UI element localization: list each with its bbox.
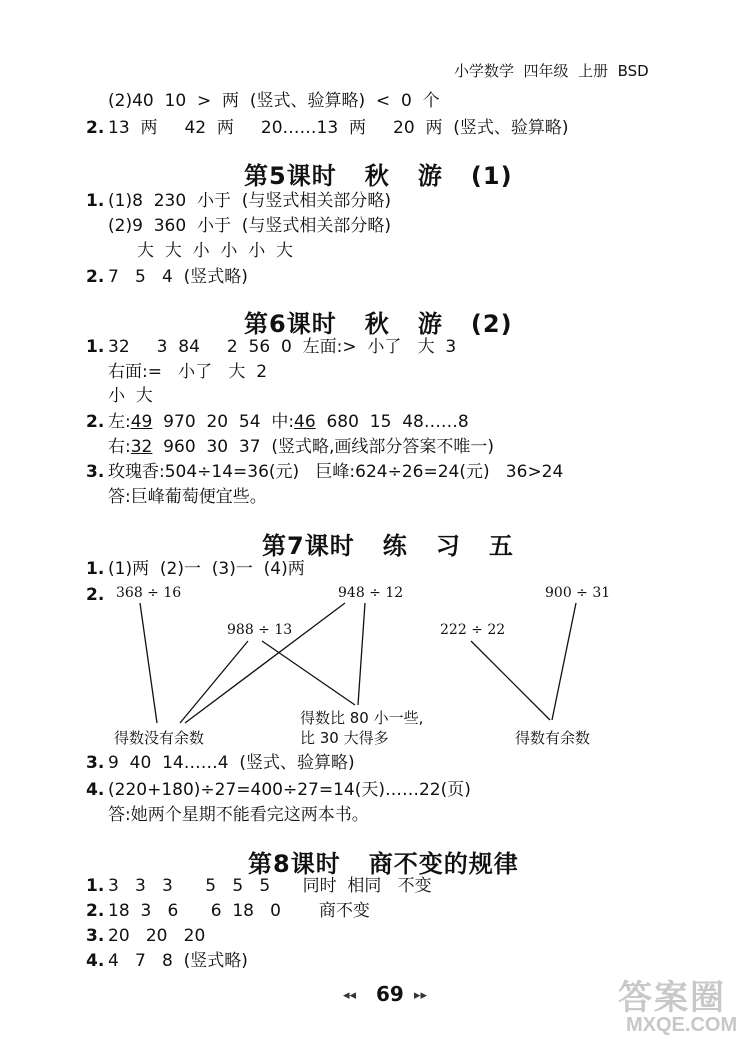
item-text: (2)9 360 小于 (与竖式相关部分略) — [108, 216, 392, 236]
item-text: 20 20 20 — [108, 926, 206, 946]
expression-label: 988 ÷ 13 — [227, 622, 293, 638]
match-line — [262, 641, 355, 705]
match-line — [471, 641, 550, 720]
item-number: 1. — [86, 337, 105, 357]
text-segment: 960 30 37 (竖式略,画线部分答案不唯一) — [152, 437, 494, 457]
item-text: 32 3 84 2 56 0 左面:> 小了 大 3 — [108, 337, 457, 357]
item-text: 小 大 — [108, 386, 153, 406]
underlined-answer: 49 — [130, 412, 153, 432]
match-line — [180, 641, 248, 723]
item-text: 18 3 6 6 18 0 商不变 — [108, 901, 370, 921]
match-line — [185, 603, 345, 723]
page-header: 小学数学 四年级 上册 BSD — [454, 62, 649, 80]
left-arrows-icon: ◂◂ — [343, 988, 357, 1003]
text-segment: 970 20 54 中: — [152, 412, 295, 432]
lesson-title: 第8课时 商不变的规律 — [248, 850, 519, 878]
answer-category: 得数没有余数 — [114, 729, 205, 747]
item-number: 3. — [86, 753, 105, 773]
item-number: 2. — [86, 118, 105, 138]
watermark-url: MXQE.COM — [626, 1014, 738, 1036]
expression-label: 222 ÷ 22 — [440, 622, 506, 638]
item-number: 1. — [86, 876, 105, 896]
expression-label: 900 ÷ 31 — [545, 585, 611, 601]
item-text: 答:她两个星期不能看完这两本书。 — [108, 805, 369, 825]
expression-label: 368 ÷ 16 — [116, 585, 182, 601]
item-text: (1)两 (2)一 (3)一 (4)两 — [108, 559, 305, 579]
item-number: 1. — [86, 191, 105, 211]
item-text: 4 7 8 (竖式略) — [108, 951, 248, 971]
item-number: 2. — [86, 267, 105, 287]
item-text: 玫瑰香:504÷14=36(元) 巨峰:624÷26=24(元) 36>24 — [108, 462, 564, 482]
prev-item-line: (2)40 10 > 两 (竖式、验算略) < 0 个 — [108, 91, 440, 111]
page-number: 69 — [376, 982, 404, 1006]
text-segment: 680 15 48……8 — [315, 412, 469, 432]
lesson-title: 第6课时 秋 游 (2) — [244, 310, 513, 338]
text-segment: 右: — [108, 437, 131, 457]
item-text: 大 大 小 小 小 大 — [137, 241, 294, 261]
item-number: 2. — [86, 585, 105, 605]
match-line — [358, 603, 365, 705]
item-text: 9 40 14……4 (竖式、验算略) — [108, 753, 355, 773]
item-number: 2. — [86, 412, 105, 432]
answer-category: 比 30 大得多 — [300, 729, 389, 747]
match-line — [140, 603, 157, 723]
match-line — [552, 603, 576, 720]
right-arrows-icon: ▸▸ — [414, 988, 428, 1003]
item-text: 答:巨峰葡萄便宜些。 — [108, 487, 267, 507]
underlined-answer: 32 — [130, 437, 153, 457]
item-text: 7 5 4 (竖式略) — [108, 267, 248, 287]
text-segment: 左: — [108, 412, 131, 432]
lesson-title: 第5课时 秋 游 (1) — [244, 162, 513, 190]
item-number: 4. — [86, 780, 105, 800]
item-text: (220+180)÷27=400÷27=14(天)……22(页) — [108, 780, 471, 800]
expression-label: 948 ÷ 12 — [338, 585, 404, 601]
answer-category: 得数有余数 — [515, 729, 591, 747]
underlined-answer: 46 — [294, 412, 316, 432]
item-text: 3 3 3 5 5 5 同时 相同 不变 — [108, 876, 432, 896]
item-number: 2. — [86, 901, 105, 921]
item-text: 13 两 42 两 20……13 两 20 两 (竖式、验算略) — [108, 118, 569, 138]
item-number: 3. — [86, 926, 105, 946]
watermark-logo: 答案圈 — [618, 978, 726, 1018]
answer-category: 得数比 80 小一些, — [300, 709, 424, 727]
item-number: 4. — [86, 951, 105, 971]
lesson-title: 第7课时 练 习 五 — [262, 532, 514, 560]
item-number: 1. — [86, 559, 105, 579]
item-text: 右面:= 小了 大 2 — [108, 362, 268, 382]
item-text: (1)8 230 小于 (与竖式相关部分略) — [108, 191, 392, 211]
item-number: 3. — [86, 462, 105, 482]
